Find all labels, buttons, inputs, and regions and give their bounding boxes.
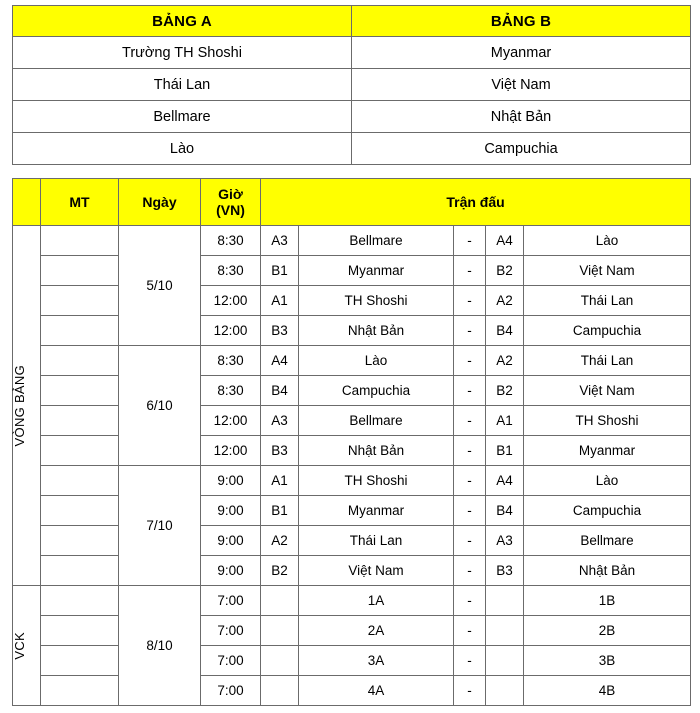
time-cell: 9:00 [201, 556, 261, 586]
mt-cell [41, 346, 119, 376]
home-code-cell: B4 [261, 376, 299, 406]
time-cell: 8:30 [201, 376, 261, 406]
time-cell: 8:30 [201, 226, 261, 256]
mt-cell [41, 526, 119, 556]
away-code-cell: B4 [486, 316, 524, 346]
stage-cell-group-phase [13, 226, 41, 586]
away-code-cell: B2 [486, 256, 524, 286]
schedule-table [12, 178, 691, 706]
versus-separator: - [454, 346, 486, 376]
table-row [13, 101, 691, 133]
away-team-cell: Bellmare [524, 526, 691, 556]
home-team-cell: Myanmar [299, 256, 454, 286]
table-row [13, 466, 691, 496]
away-team-cell: 2B [524, 616, 691, 646]
away-team-cell: TH Shoshi [524, 406, 691, 436]
home-team-cell: Lào [299, 346, 454, 376]
table-row [13, 256, 691, 286]
group-a-header: BẢNG A [13, 6, 352, 37]
home-code-cell [261, 586, 299, 616]
mt-cell [41, 376, 119, 406]
group-b-team: Myanmar [352, 37, 691, 69]
stage-cell-finals [13, 586, 41, 706]
home-team-cell: Nhật Bản [299, 436, 454, 466]
time-cell: 9:00 [201, 496, 261, 526]
home-code-cell: B3 [261, 436, 299, 466]
home-code-cell: A4 [261, 346, 299, 376]
table-row [13, 496, 691, 526]
home-team-cell: Myanmar [299, 496, 454, 526]
away-team-cell: 1B [524, 586, 691, 616]
versus-separator: - [454, 556, 486, 586]
home-team-cell: Nhật Bản [299, 316, 454, 346]
time-cell: 12:00 [201, 406, 261, 436]
away-code-cell [486, 616, 524, 646]
mt-cell [41, 436, 119, 466]
table-row [13, 406, 691, 436]
group-a-team: Thái Lan [13, 69, 352, 101]
table-row [13, 316, 691, 346]
versus-separator: - [454, 406, 486, 436]
home-code-cell [261, 646, 299, 676]
table-row [13, 37, 691, 69]
mt-cell [41, 556, 119, 586]
home-code-cell: B1 [261, 256, 299, 286]
home-code-cell: A2 [261, 526, 299, 556]
mt-cell [41, 466, 119, 496]
home-code-cell: B3 [261, 316, 299, 346]
table-row [13, 646, 691, 676]
home-team-cell: Bellmare [299, 406, 454, 436]
home-team-cell: 4A [299, 676, 454, 706]
away-team-cell: Việt Nam [524, 256, 691, 286]
time-column-header [201, 179, 261, 226]
mt-cell [41, 646, 119, 676]
time-cell: 7:00 [201, 616, 261, 646]
group-a-team: Lào [13, 133, 352, 165]
versus-separator: - [454, 616, 486, 646]
table-row [13, 586, 691, 616]
table-row [13, 69, 691, 101]
group-b-header: BẢNG B [352, 6, 691, 37]
home-team-cell: 1A [299, 586, 454, 616]
home-team-cell: Thái Lan [299, 526, 454, 556]
time-cell: 7:00 [201, 586, 261, 616]
time-cell: 8:30 [201, 346, 261, 376]
table-row [13, 133, 691, 165]
versus-separator: - [454, 286, 486, 316]
versus-separator: - [454, 436, 486, 466]
time-cell: 8:30 [201, 256, 261, 286]
table-row [13, 676, 691, 706]
versus-separator: - [454, 586, 486, 616]
home-code-cell: B1 [261, 496, 299, 526]
away-code-cell: A2 [486, 286, 524, 316]
home-team-cell: Việt Nam [299, 556, 454, 586]
home-team-cell: Bellmare [299, 226, 454, 256]
away-team-cell: Myanmar [524, 436, 691, 466]
time-cell: 12:00 [201, 316, 261, 346]
group-a-team: Bellmare [13, 101, 352, 133]
day-cell: 6/10 [119, 346, 201, 466]
versus-separator: - [454, 376, 486, 406]
away-team-cell: Lào [524, 466, 691, 496]
table-row [13, 226, 691, 256]
versus-separator: - [454, 526, 486, 556]
away-team-cell: Việt Nam [524, 376, 691, 406]
mt-cell [41, 676, 119, 706]
home-team-cell: Campuchia [299, 376, 454, 406]
away-code-cell [486, 646, 524, 676]
schedule-body [13, 226, 691, 706]
away-code-cell: A1 [486, 406, 524, 436]
time-cell: 12:00 [201, 436, 261, 466]
table-row [13, 376, 691, 406]
table-row [13, 616, 691, 646]
versus-separator: - [454, 646, 486, 676]
away-team-cell: Campuchia [524, 496, 691, 526]
day-cell: 8/10 [119, 586, 201, 706]
time-cell: 9:00 [201, 526, 261, 556]
table-row [13, 526, 691, 556]
home-code-cell: A1 [261, 466, 299, 496]
day-cell: 7/10 [119, 466, 201, 586]
versus-separator: - [454, 256, 486, 286]
table-row [13, 556, 691, 586]
day-column-header: Ngày [119, 179, 201, 226]
versus-separator: - [454, 226, 486, 256]
home-code-cell: A3 [261, 226, 299, 256]
schedule-header-row [13, 179, 691, 226]
groups-table [12, 5, 691, 165]
away-code-cell: B3 [486, 556, 524, 586]
home-code-cell: B2 [261, 556, 299, 586]
mt-cell [41, 226, 119, 256]
mt-cell [41, 616, 119, 646]
home-code-cell: A3 [261, 406, 299, 436]
time-cell: 7:00 [201, 676, 261, 706]
group-b-team: Nhật Bản [352, 101, 691, 133]
away-team-cell: 4B [524, 676, 691, 706]
group-b-team: Campuchia [352, 133, 691, 165]
day-cell: 5/10 [119, 226, 201, 346]
groups-body [13, 37, 691, 165]
away-code-cell [486, 676, 524, 706]
versus-separator: - [454, 316, 486, 346]
away-code-cell: B4 [486, 496, 524, 526]
stage-column-header [13, 179, 41, 226]
mt-cell [41, 286, 119, 316]
mt-cell [41, 496, 119, 526]
home-team-cell: 3A [299, 646, 454, 676]
away-code-cell [486, 586, 524, 616]
away-team-cell: Thái Lan [524, 346, 691, 376]
away-team-cell: Campuchia [524, 316, 691, 346]
mt-cell [41, 586, 119, 616]
table-row [13, 346, 691, 376]
group-a-team: Trường TH Shoshi [13, 37, 352, 69]
mt-cell [41, 256, 119, 286]
time-cell: 9:00 [201, 466, 261, 496]
home-team-cell: TH Shoshi [299, 466, 454, 496]
versus-separator: - [454, 496, 486, 526]
away-code-cell: A2 [486, 346, 524, 376]
table-row [13, 436, 691, 466]
away-team-cell: Lào [524, 226, 691, 256]
stage-label: VÒNG BẢNG [12, 364, 27, 447]
mt-column-header: MT [41, 179, 119, 226]
away-code-cell: A3 [486, 526, 524, 556]
away-code-cell: B2 [486, 376, 524, 406]
mt-cell [41, 316, 119, 346]
versus-separator: - [454, 466, 486, 496]
mt-cell [41, 406, 119, 436]
match-column-header: Trận đấu [261, 179, 691, 226]
groups-header-row [13, 6, 691, 37]
away-team-cell: Thái Lan [524, 286, 691, 316]
time-cell: 7:00 [201, 646, 261, 676]
away-team-cell: 3B [524, 646, 691, 676]
group-b-team: Việt Nam [352, 69, 691, 101]
away-code-cell: A4 [486, 226, 524, 256]
home-code-cell [261, 616, 299, 646]
stage-label: VCK [12, 631, 27, 660]
versus-separator: - [454, 676, 486, 706]
away-code-cell: A4 [486, 466, 524, 496]
home-team-cell: 2A [299, 616, 454, 646]
time-cell: 12:00 [201, 286, 261, 316]
away-code-cell: B1 [486, 436, 524, 466]
home-code-cell: A1 [261, 286, 299, 316]
time-header-line2: (VN) [216, 202, 245, 218]
home-team-cell: TH Shoshi [299, 286, 454, 316]
away-team-cell: Nhật Bản [524, 556, 691, 586]
time-header-line1: Giờ [218, 185, 243, 202]
home-code-cell [261, 676, 299, 706]
table-row [13, 286, 691, 316]
